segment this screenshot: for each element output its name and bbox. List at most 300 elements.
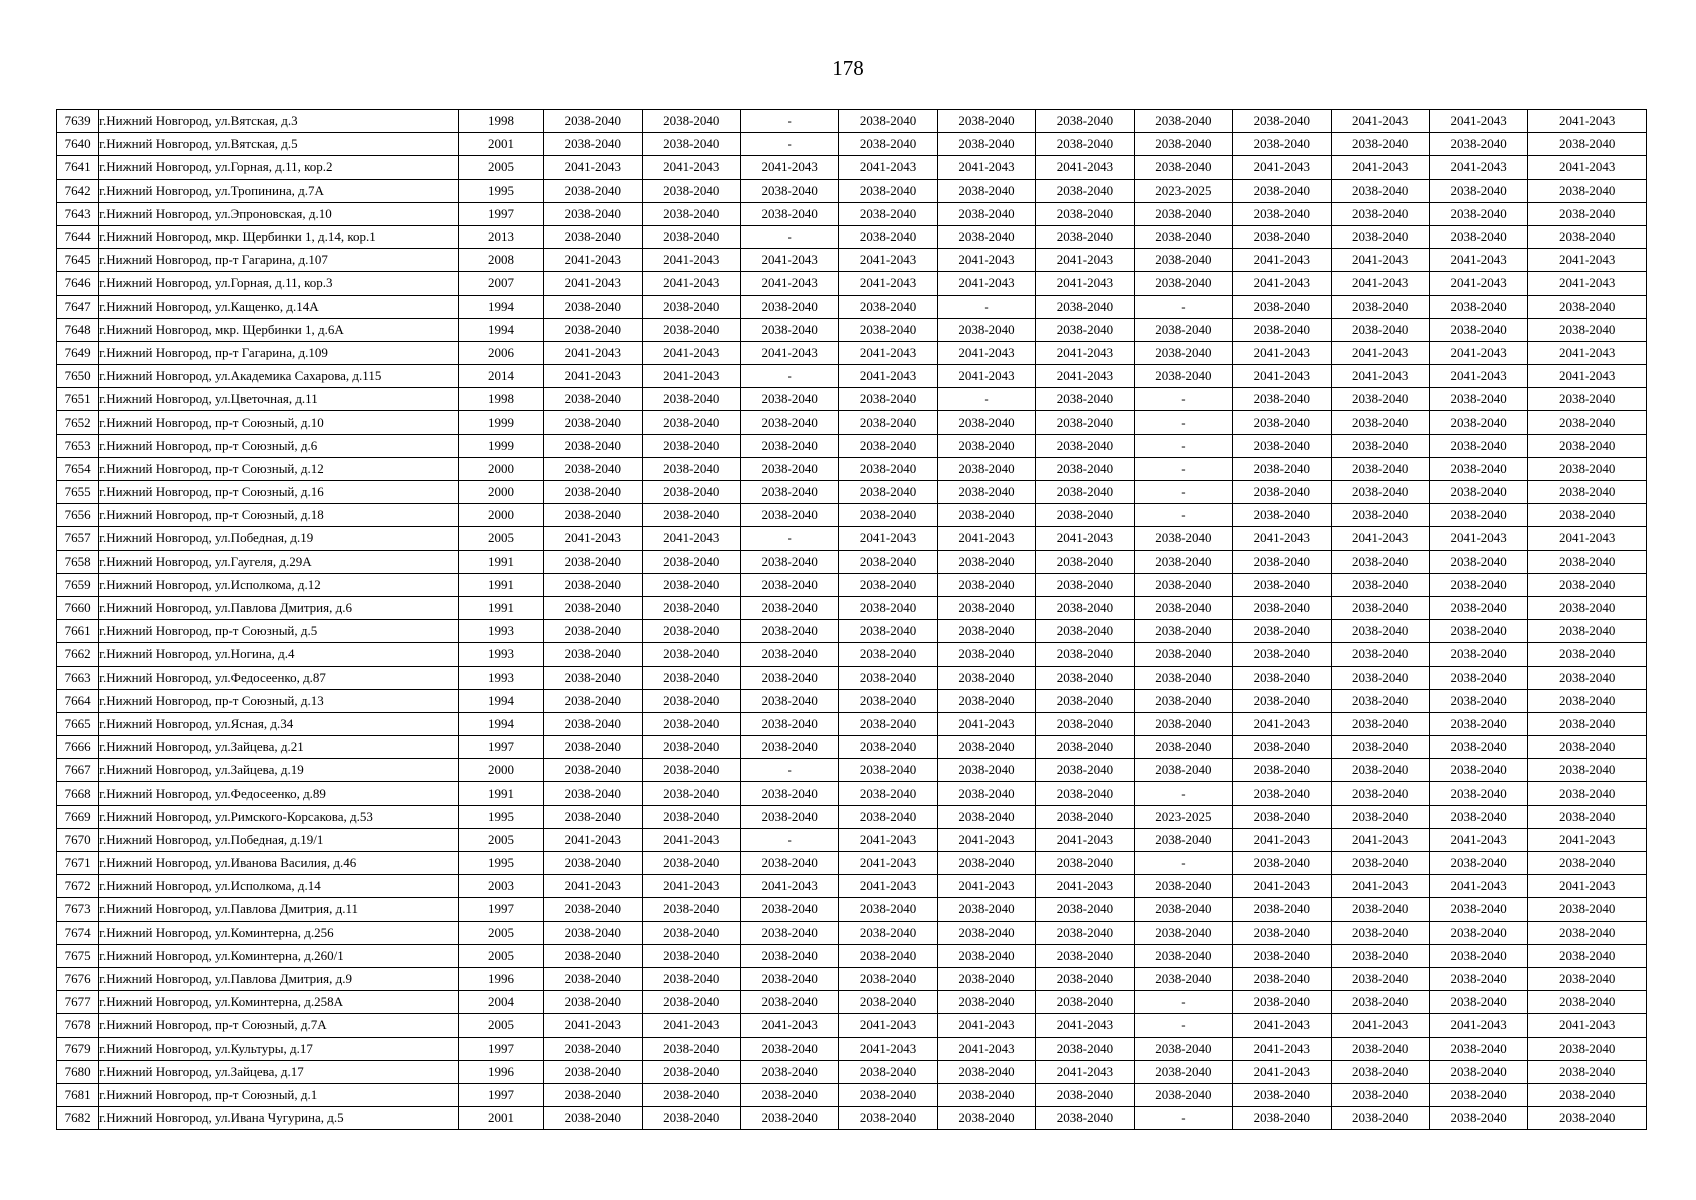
period-cell: 2038-2040 xyxy=(544,1037,642,1060)
period-cell: 2041-2043 xyxy=(740,272,838,295)
period-cell: 2041-2043 xyxy=(740,249,838,272)
year-built-cell: 1991 xyxy=(458,573,543,596)
period-cell: 2038-2040 xyxy=(1331,805,1429,828)
period-cell: 2038-2040 xyxy=(1036,852,1134,875)
period-cell: 2038-2040 xyxy=(1331,666,1429,689)
period-cell: 2041-2043 xyxy=(937,272,1035,295)
table-row xyxy=(57,1060,1647,1083)
year-built-cell: 2005 xyxy=(458,944,543,967)
period-cell: 2041-2043 xyxy=(1528,875,1647,898)
address-cell: г.Нижний Новгород, ул.Вятская, д.3 xyxy=(99,110,459,133)
period-cell: 2038-2040 xyxy=(1233,388,1331,411)
table-row xyxy=(57,110,1647,133)
table-row xyxy=(57,434,1647,457)
period-cell: 2038-2040 xyxy=(1134,365,1232,388)
period-cell: 2041-2043 xyxy=(1528,156,1647,179)
period-cell: 2041-2043 xyxy=(1331,341,1429,364)
period-cell: 2038-2040 xyxy=(740,1107,838,1130)
period-cell: 2038-2040 xyxy=(1528,225,1647,248)
period-cell: 2038-2040 xyxy=(740,944,838,967)
period-cell: 2038-2040 xyxy=(1429,782,1527,805)
period-cell: 2038-2040 xyxy=(1036,620,1134,643)
period-cell: 2038-2040 xyxy=(1233,759,1331,782)
address-cell: г.Нижний Новгород, ул.Победная, д.19/1 xyxy=(99,828,459,851)
period-cell: 2041-2043 xyxy=(544,365,642,388)
address-cell: г.Нижний Новгород, ул.Культуры, д.17 xyxy=(99,1037,459,1060)
period-cell: 2038-2040 xyxy=(1233,295,1331,318)
period-cell: 2038-2040 xyxy=(544,388,642,411)
address-cell: г.Нижний Новгород, ул.Павлова Дмитрия, д.9 xyxy=(99,967,459,990)
period-cell: - xyxy=(740,527,838,550)
period-cell: 2038-2040 xyxy=(1134,875,1232,898)
period-cell: 2038-2040 xyxy=(544,805,642,828)
period-cell: 2038-2040 xyxy=(1429,481,1527,504)
period-cell: 2041-2043 xyxy=(642,249,740,272)
period-cell: 2038-2040 xyxy=(544,620,642,643)
period-cell: 2041-2043 xyxy=(1528,527,1647,550)
period-cell: 2038-2040 xyxy=(839,388,937,411)
period-cell: 2041-2043 xyxy=(839,156,937,179)
address-cell: г.Нижний Новгород, ул.Вятская, д.5 xyxy=(99,133,459,156)
period-cell: 2038-2040 xyxy=(740,782,838,805)
row-number-cell: 7655 xyxy=(57,481,99,504)
period-cell: 2038-2040 xyxy=(642,550,740,573)
period-cell: - xyxy=(1134,481,1232,504)
period-cell: 2038-2040 xyxy=(839,596,937,619)
table-row xyxy=(57,828,1647,851)
year-built-cell: 2014 xyxy=(458,365,543,388)
table-row xyxy=(57,179,1647,202)
period-cell: 2038-2040 xyxy=(544,481,642,504)
period-cell: 2038-2040 xyxy=(642,573,740,596)
address-cell: г.Нижний Новгород, пр-т Союзный, д.13 xyxy=(99,689,459,712)
period-cell: 2038-2040 xyxy=(1429,643,1527,666)
period-cell: 2041-2043 xyxy=(1331,875,1429,898)
table-row xyxy=(57,318,1647,341)
row-number-cell: 7643 xyxy=(57,202,99,225)
year-built-cell: 2001 xyxy=(458,1107,543,1130)
address-cell: г.Нижний Новгород, ул.Иванова Василия, д.46 xyxy=(99,852,459,875)
period-cell: 2041-2043 xyxy=(839,272,937,295)
period-cell: 2041-2043 xyxy=(1331,272,1429,295)
period-cell: 2038-2040 xyxy=(1331,133,1429,156)
period-cell: 2038-2040 xyxy=(1134,1037,1232,1060)
year-built-cell: 2005 xyxy=(458,156,543,179)
address-cell: г.Нижний Новгород, ул.Римского-Корсакова, д.53 xyxy=(99,805,459,828)
year-built-cell: 2013 xyxy=(458,225,543,248)
period-cell: 2038-2040 xyxy=(1036,1107,1134,1130)
period-cell: 2038-2040 xyxy=(1233,411,1331,434)
period-cell: 2038-2040 xyxy=(1528,852,1647,875)
address-cell: г.Нижний Новгород, ул.Павлова Дмитрия, д.6 xyxy=(99,596,459,619)
period-cell: 2041-2043 xyxy=(544,249,642,272)
period-cell: 2038-2040 xyxy=(544,666,642,689)
period-cell: 2041-2043 xyxy=(1528,110,1647,133)
period-cell: 2038-2040 xyxy=(642,689,740,712)
year-built-cell: 1994 xyxy=(458,318,543,341)
period-cell: 2038-2040 xyxy=(1134,573,1232,596)
period-cell: 2038-2040 xyxy=(1331,481,1429,504)
year-built-cell: 2006 xyxy=(458,341,543,364)
period-cell: 2041-2043 xyxy=(544,156,642,179)
year-built-cell: 2000 xyxy=(458,457,543,480)
period-cell: 2038-2040 xyxy=(1331,504,1429,527)
period-cell: 2038-2040 xyxy=(839,318,937,341)
period-cell: 2038-2040 xyxy=(1233,1107,1331,1130)
period-cell: 2041-2043 xyxy=(642,828,740,851)
address-cell: г.Нижний Новгород, пр-т Союзный, д.10 xyxy=(99,411,459,434)
period-cell: 2041-2043 xyxy=(642,272,740,295)
period-cell: 2038-2040 xyxy=(642,1107,740,1130)
table-row xyxy=(57,1014,1647,1037)
period-cell: 2038-2040 xyxy=(1036,573,1134,596)
period-cell: 2038-2040 xyxy=(937,620,1035,643)
address-cell: г.Нижний Новгород, ул.Павлова Дмитрия, д.11 xyxy=(99,898,459,921)
period-cell: 2038-2040 xyxy=(1331,295,1429,318)
address-cell: г.Нижний Новгород, ул.Зайцева, д.19 xyxy=(99,759,459,782)
period-cell: 2038-2040 xyxy=(642,712,740,735)
address-cell: г.Нижний Новгород, ул.Цветочная, д.11 xyxy=(99,388,459,411)
period-cell: 2038-2040 xyxy=(839,643,937,666)
period-cell: 2038-2040 xyxy=(740,573,838,596)
period-cell: 2038-2040 xyxy=(1134,828,1232,851)
period-cell: 2038-2040 xyxy=(1331,1037,1429,1060)
row-number-cell: 7653 xyxy=(57,434,99,457)
period-cell: 2041-2043 xyxy=(1036,828,1134,851)
period-cell: 2038-2040 xyxy=(740,1037,838,1060)
period-cell: 2038-2040 xyxy=(1233,225,1331,248)
period-cell: 2038-2040 xyxy=(839,666,937,689)
address-cell: г.Нижний Новгород, пр-т Союзный, д.18 xyxy=(99,504,459,527)
period-cell: 2038-2040 xyxy=(1134,341,1232,364)
period-cell: 2041-2043 xyxy=(1331,365,1429,388)
period-cell: 2041-2043 xyxy=(642,875,740,898)
period-cell: 2038-2040 xyxy=(740,318,838,341)
period-cell: 2038-2040 xyxy=(1528,1060,1647,1083)
address-cell: г.Нижний Новгород, ул.Ясная, д.34 xyxy=(99,712,459,735)
period-cell: 2038-2040 xyxy=(1429,179,1527,202)
period-cell: 2038-2040 xyxy=(642,736,740,759)
period-cell: 2038-2040 xyxy=(937,991,1035,1014)
table-row xyxy=(57,481,1647,504)
period-cell: 2038-2040 xyxy=(1331,736,1429,759)
period-cell: 2038-2040 xyxy=(1429,620,1527,643)
table-row xyxy=(57,341,1647,364)
period-cell: 2038-2040 xyxy=(642,434,740,457)
period-cell: 2041-2043 xyxy=(1036,365,1134,388)
period-cell: 2038-2040 xyxy=(1134,944,1232,967)
row-number-cell: 7671 xyxy=(57,852,99,875)
year-built-cell: 2005 xyxy=(458,921,543,944)
row-number-cell: 7674 xyxy=(57,921,99,944)
address-cell: г.Нижний Новгород, ул.Гаугеля, д.29А xyxy=(99,550,459,573)
period-cell: 2038-2040 xyxy=(1036,596,1134,619)
period-cell: 2038-2040 xyxy=(1429,712,1527,735)
period-cell: 2038-2040 xyxy=(1528,921,1647,944)
period-cell: 2038-2040 xyxy=(544,434,642,457)
period-cell: - xyxy=(1134,1107,1232,1130)
period-cell: 2038-2040 xyxy=(1331,967,1429,990)
period-cell: 2038-2040 xyxy=(1331,898,1429,921)
period-cell: 2041-2043 xyxy=(1233,1060,1331,1083)
period-cell: 2038-2040 xyxy=(642,110,740,133)
period-cell: 2038-2040 xyxy=(544,202,642,225)
row-number-cell: 7676 xyxy=(57,967,99,990)
period-cell: 2038-2040 xyxy=(1036,1083,1134,1106)
period-cell: 2038-2040 xyxy=(544,712,642,735)
period-cell: 2038-2040 xyxy=(1429,921,1527,944)
period-cell: 2041-2043 xyxy=(1233,365,1331,388)
period-cell: 2038-2040 xyxy=(544,991,642,1014)
period-cell: 2038-2040 xyxy=(1036,689,1134,712)
period-cell: 2038-2040 xyxy=(1036,643,1134,666)
period-cell: 2038-2040 xyxy=(1429,852,1527,875)
period-cell: 2038-2040 xyxy=(740,898,838,921)
period-cell: 2041-2043 xyxy=(544,527,642,550)
year-built-cell: 2005 xyxy=(458,527,543,550)
address-cell: г.Нижний Новгород, мкр. Щербинки 1, д.14, кор.1 xyxy=(99,225,459,248)
row-number-cell: 7665 xyxy=(57,712,99,735)
year-built-cell: 2008 xyxy=(458,249,543,272)
period-cell: 2038-2040 xyxy=(839,736,937,759)
period-cell: 2038-2040 xyxy=(937,1083,1035,1106)
year-built-cell: 2000 xyxy=(458,504,543,527)
period-cell: 2038-2040 xyxy=(1134,1083,1232,1106)
row-number-cell: 7648 xyxy=(57,318,99,341)
table-row xyxy=(57,944,1647,967)
period-cell: 2038-2040 xyxy=(1036,736,1134,759)
period-cell: 2041-2043 xyxy=(839,1014,937,1037)
period-cell: 2038-2040 xyxy=(1036,921,1134,944)
period-cell: 2038-2040 xyxy=(1134,156,1232,179)
period-cell: 2038-2040 xyxy=(642,225,740,248)
period-cell: 2038-2040 xyxy=(1528,596,1647,619)
period-cell: 2041-2043 xyxy=(1331,828,1429,851)
row-number-cell: 7659 xyxy=(57,573,99,596)
period-cell: 2038-2040 xyxy=(740,967,838,990)
period-cell: 2038-2040 xyxy=(1036,411,1134,434)
period-cell: 2038-2040 xyxy=(642,666,740,689)
period-cell: 2038-2040 xyxy=(642,504,740,527)
period-cell: 2038-2040 xyxy=(642,759,740,782)
period-cell: 2038-2040 xyxy=(937,782,1035,805)
period-cell: 2038-2040 xyxy=(1036,388,1134,411)
period-cell: 2041-2043 xyxy=(1036,249,1134,272)
period-cell: 2038-2040 xyxy=(1331,620,1429,643)
period-cell: 2038-2040 xyxy=(839,481,937,504)
period-cell: 2038-2040 xyxy=(1233,805,1331,828)
table-row xyxy=(57,202,1647,225)
period-cell: 2038-2040 xyxy=(544,921,642,944)
period-cell: 2041-2043 xyxy=(1331,1014,1429,1037)
period-cell: 2038-2040 xyxy=(740,434,838,457)
period-cell: 2038-2040 xyxy=(839,782,937,805)
period-cell: 2038-2040 xyxy=(1134,1060,1232,1083)
period-cell: 2038-2040 xyxy=(1429,1083,1527,1106)
period-cell: 2038-2040 xyxy=(1134,712,1232,735)
period-cell: 2041-2043 xyxy=(1528,828,1647,851)
period-cell: 2038-2040 xyxy=(642,944,740,967)
period-cell: 2038-2040 xyxy=(1233,898,1331,921)
year-built-cell: 1997 xyxy=(458,898,543,921)
period-cell: 2038-2040 xyxy=(544,736,642,759)
period-cell: 2038-2040 xyxy=(1429,944,1527,967)
period-cell: 2038-2040 xyxy=(544,643,642,666)
period-cell: 2038-2040 xyxy=(1528,573,1647,596)
year-built-cell: 1997 xyxy=(458,736,543,759)
period-cell: 2023-2025 xyxy=(1134,179,1232,202)
period-cell: 2041-2043 xyxy=(1233,272,1331,295)
period-cell: 2041-2043 xyxy=(1429,110,1527,133)
table-row xyxy=(57,991,1647,1014)
period-cell: 2038-2040 xyxy=(1429,388,1527,411)
row-number-cell: 7656 xyxy=(57,504,99,527)
period-cell: 2041-2043 xyxy=(1528,1014,1647,1037)
period-cell: 2038-2040 xyxy=(740,991,838,1014)
period-cell: 2038-2040 xyxy=(1036,550,1134,573)
period-cell: 2038-2040 xyxy=(544,782,642,805)
period-cell: 2038-2040 xyxy=(1429,898,1527,921)
table-row xyxy=(57,759,1647,782)
period-cell: 2038-2040 xyxy=(1429,504,1527,527)
period-cell: 2038-2040 xyxy=(642,295,740,318)
period-cell: 2038-2040 xyxy=(937,1060,1035,1083)
period-cell: 2041-2043 xyxy=(642,341,740,364)
period-cell: 2038-2040 xyxy=(1429,411,1527,434)
year-built-cell: 2005 xyxy=(458,1014,543,1037)
table-row xyxy=(57,156,1647,179)
period-cell: 2038-2040 xyxy=(1429,967,1527,990)
period-cell: 2038-2040 xyxy=(1528,504,1647,527)
year-built-cell: 1991 xyxy=(458,596,543,619)
period-cell: 2038-2040 xyxy=(1331,712,1429,735)
period-cell: 2038-2040 xyxy=(1134,133,1232,156)
period-cell: 2038-2040 xyxy=(937,1107,1035,1130)
period-cell: 2038-2040 xyxy=(1036,504,1134,527)
period-cell: 2038-2040 xyxy=(1331,1060,1429,1083)
period-cell: 2038-2040 xyxy=(1036,898,1134,921)
address-cell: г.Нижний Новгород, ул.Кащенко, д.14А xyxy=(99,295,459,318)
period-cell: 2038-2040 xyxy=(642,318,740,341)
period-cell: 2038-2040 xyxy=(937,434,1035,457)
row-number-cell: 7661 xyxy=(57,620,99,643)
year-built-cell: 2000 xyxy=(458,759,543,782)
period-cell: 2038-2040 xyxy=(1036,202,1134,225)
period-cell: 2041-2043 xyxy=(1429,272,1527,295)
period-cell: - xyxy=(740,225,838,248)
table-row xyxy=(57,411,1647,434)
period-cell: 2038-2040 xyxy=(1134,110,1232,133)
period-cell: 2038-2040 xyxy=(839,944,937,967)
period-cell: 2038-2040 xyxy=(1233,921,1331,944)
period-cell: 2038-2040 xyxy=(740,736,838,759)
period-cell: 2038-2040 xyxy=(839,620,937,643)
period-cell: 2038-2040 xyxy=(544,411,642,434)
period-cell: 2038-2040 xyxy=(544,295,642,318)
period-cell: 2038-2040 xyxy=(544,759,642,782)
table-row xyxy=(57,643,1647,666)
address-cell: г.Нижний Новгород, ул.Зайцева, д.21 xyxy=(99,736,459,759)
period-cell: 2038-2040 xyxy=(1528,643,1647,666)
period-cell: 2038-2040 xyxy=(1134,759,1232,782)
period-cell: 2041-2043 xyxy=(740,341,838,364)
period-cell: 2038-2040 xyxy=(1429,225,1527,248)
row-number-cell: 7646 xyxy=(57,272,99,295)
table-row xyxy=(57,596,1647,619)
period-cell: 2038-2040 xyxy=(1528,620,1647,643)
table-row xyxy=(57,689,1647,712)
period-cell: 2038-2040 xyxy=(1429,736,1527,759)
period-cell: 2038-2040 xyxy=(1429,550,1527,573)
period-cell: 2041-2043 xyxy=(1429,875,1527,898)
address-cell: г.Нижний Новгород, ул.Федосеенко, д.87 xyxy=(99,666,459,689)
period-cell: 2038-2040 xyxy=(1528,434,1647,457)
period-cell: 2038-2040 xyxy=(1528,457,1647,480)
period-cell: 2038-2040 xyxy=(839,225,937,248)
period-cell: 2038-2040 xyxy=(1134,921,1232,944)
period-cell: 2038-2040 xyxy=(544,504,642,527)
period-cell: 2038-2040 xyxy=(642,782,740,805)
period-cell: 2041-2043 xyxy=(1429,156,1527,179)
period-cell: 2038-2040 xyxy=(544,944,642,967)
period-cell: 2038-2040 xyxy=(839,110,937,133)
table-body xyxy=(57,110,1647,1130)
row-number-cell: 7660 xyxy=(57,596,99,619)
table-row xyxy=(57,1107,1647,1130)
period-cell: 2038-2040 xyxy=(740,457,838,480)
period-cell: 2041-2043 xyxy=(1528,341,1647,364)
row-number-cell: 7642 xyxy=(57,179,99,202)
period-cell: 2041-2043 xyxy=(544,828,642,851)
period-cell: 2038-2040 xyxy=(1528,944,1647,967)
period-cell: 2038-2040 xyxy=(642,457,740,480)
period-cell: 2041-2043 xyxy=(1429,365,1527,388)
period-cell: 2038-2040 xyxy=(740,643,838,666)
period-cell: 2038-2040 xyxy=(839,712,937,735)
table-row xyxy=(57,550,1647,573)
period-cell: 2038-2040 xyxy=(1528,1083,1647,1106)
period-cell: 2038-2040 xyxy=(1036,712,1134,735)
period-cell: 2038-2040 xyxy=(1233,620,1331,643)
period-cell: 2038-2040 xyxy=(642,179,740,202)
period-cell: 2038-2040 xyxy=(1429,318,1527,341)
year-built-cell: 2000 xyxy=(458,481,543,504)
period-cell: 2038-2040 xyxy=(1036,110,1134,133)
period-cell: 2038-2040 xyxy=(839,573,937,596)
period-cell: 2041-2043 xyxy=(544,1014,642,1037)
period-cell: 2038-2040 xyxy=(937,805,1035,828)
period-cell: 2038-2040 xyxy=(1233,457,1331,480)
period-cell: 2038-2040 xyxy=(1331,573,1429,596)
period-cell: 2038-2040 xyxy=(1036,991,1134,1014)
period-cell: 2041-2043 xyxy=(839,1037,937,1060)
period-cell: 2038-2040 xyxy=(1233,550,1331,573)
period-cell: 2038-2040 xyxy=(1134,272,1232,295)
period-cell: 2038-2040 xyxy=(1331,388,1429,411)
address-cell: г.Нижний Новгород, ул.Ногина, д.4 xyxy=(99,643,459,666)
period-cell: 2038-2040 xyxy=(1036,225,1134,248)
period-cell: 2038-2040 xyxy=(740,852,838,875)
address-cell: г.Нижний Новгород, пр-т Союзный, д.7А xyxy=(99,1014,459,1037)
period-cell: 2038-2040 xyxy=(937,944,1035,967)
period-cell: - xyxy=(740,110,838,133)
period-cell: 2041-2043 xyxy=(544,875,642,898)
period-cell: 2038-2040 xyxy=(642,921,740,944)
table-row xyxy=(57,1083,1647,1106)
period-cell: 2038-2040 xyxy=(1036,967,1134,990)
period-cell: 2041-2043 xyxy=(1331,527,1429,550)
address-cell: г.Нижний Новгород, пр-т Союзный, д.6 xyxy=(99,434,459,457)
